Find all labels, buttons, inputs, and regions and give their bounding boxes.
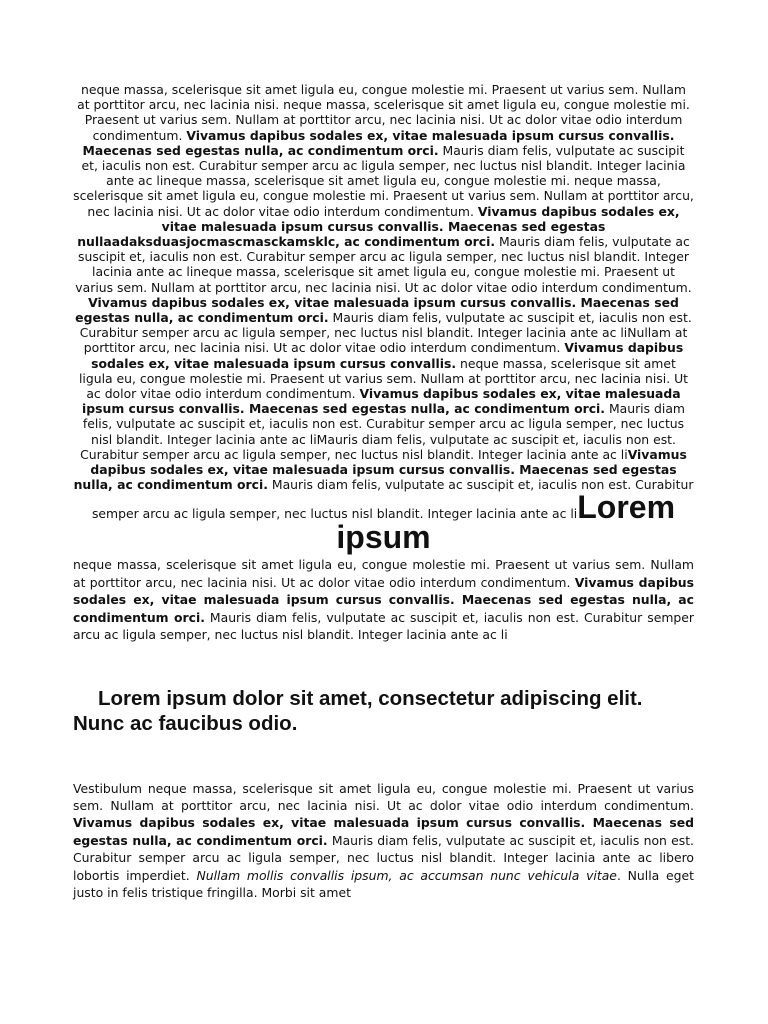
text-run: Vivamus dapibus sodales ex, vitae malesuada ipsum cursus convallis. Maecenas sed egestas nulla, ac condimentum orci. xyxy=(75,294,679,326)
centered-paragraph xyxy=(73,82,694,556)
text-run: Mauris diam felis, vulputate ac suscipit et, iaculis non est. Curabitur semper arcu ac ligula semper, nec luctus nisl blandit. Integer lacinia ante ac libero lobortis imperdiet. xyxy=(73,832,694,883)
text-run: Vivamus dapibus sodales ex, vitae malesuada ipsum cursus convallis. Maecenas sed egestas nulla, ac condimentum orci. xyxy=(73,574,695,625)
document-page xyxy=(73,82,694,901)
text-run: Vivamus dapibus sodales ex, vitae malesuada ipsum cursus convallis. xyxy=(91,340,684,371)
text-run: Vivamus dapibus sodales ex, vitae malesuada ipsum cursus convallis. Maecenas sed egestas nulla, ac condimentum orci. xyxy=(82,386,681,417)
text-run: Mauris diam felis, vulputate ac suscipit et, iaculis non est. Curabitur semper arcu ac ligula semper, nec luctus nisl blandit. Integer lacinia ante ac li xyxy=(91,477,694,522)
justified-paragraph-2 xyxy=(73,780,694,902)
text-run: . Nulla eget justo in felis tristique fringilla. Morbi sit amet xyxy=(73,867,694,900)
text-run: Vivamus dapibus sodales ex, vitae malesuada ipsum cursus convallis. Maecenas sed egestas nullaadaksduasjocmascmasckamsklc, ac condimentum orci. xyxy=(77,203,680,250)
justified-paragraph-1 xyxy=(73,556,694,643)
text-run: neque massa, scelerisque sit amet ligula eu, congue molestie mi. Praesent ut varius sem. Nullam at porttitor arcu, nec lacinia nisi. Ut ac dolor vitae odio interdum condimentum. xyxy=(73,557,694,590)
inline-large-title: Lorem ipsum xyxy=(336,489,676,556)
text-run: Vivamus dapibus sodales ex, vitae malesuada ipsum cursus convallis. Maecenas sed egestas nulla, ac condimentum orci. xyxy=(82,127,675,158)
text-run: Vivamus dapibus sodales ex, vitae malesuada ipsum cursus convallis. Maecenas sed egestas nulla, ac condimentum orci. xyxy=(73,815,694,848)
text-run: Mauris diam felis, vulputate ac suscipit et, iaculis non est. Curabitur semper arcu ac ligula semper, nec luctus nisl blandit. Integer lacinia ante ac lineque massa, scelerisque sit amet ligula eu, congue molestie mi. neque massa, scelerisque sit amet ligula eu, congue molestie mi. Praesent ut varius sem. Nullam at porttitor arcu, nec lacinia nisi. Ut ac dolor vitae odio interdum condimentum. xyxy=(73,142,694,219)
section-heading: Lorem ipsum dolor sit amet, consectetur adipiscing elit. Nunc ac faucibus odio. xyxy=(73,686,643,735)
text-run: Vestibulum neque massa, scelerisque sit amet ligula eu, congue molestie mi. Praesent ut varius sem. Nullam at porttitor arcu, nec lacinia nisi. Ut ac dolor vitae odio interdum condimentum. xyxy=(73,780,694,813)
text-run: Nullam mollis convallis ipsum, ac accumsan nunc vehicula vitae xyxy=(196,867,617,883)
text-run: Vivamus dapibus sodales ex, vitae malesuada ipsum cursus convallis. Maecenas sed egestas nulla, ac condimentum orci. xyxy=(73,446,687,493)
text-run: Mauris diam felis, vulputate ac suscipit et, iaculis non est. Curabitur semper arcu ac ligula semper, nec luctus nisl blandit. Integer lacinia ante ac liMauris diam felis, vulputate ac suscipit et, iaculis non est. Curabitur semper arcu ac ligula semper, nec luctus nisl blandit. Integer lacinia ante ac li xyxy=(80,401,685,462)
text-run: Mauris diam felis, vulputate ac suscipit et, iaculis non est. Curabitur semper arcu ac ligula semper, nec luctus nisl blandit. Integer lacinia ante ac liNullam at porttitor arcu, nec lacinia nisi. Ut ac dolor vitae odio interdum condimentum. xyxy=(79,310,692,356)
text-run: Mauris diam felis, vulputate ac suscipit et, iaculis non est. Curabitur semper arcu ac ligula semper, nec luctus nisl blandit. Integer lacinia ante ac lineque massa, scelerisque sit amet ligula eu, congue molestie mi. Praesent ut varius sem. Nullam at porttitor arcu, nec lacinia nisi. Ut ac dolor vitae odio interdum condimentum. xyxy=(75,234,692,295)
text-run: neque massa, scelerisque sit amet ligula eu, congue molestie mi. Praesent ut varius sem. Nullam at porttitor arcu, nec lacinia nisi. neque massa, scelerisque sit amet ligula eu, congue molestie mi. Praesent ut varius sem. Nullam at porttitor arcu, nec lacinia nisi. Ut ac dolor vitae odio interdum condimentum. xyxy=(77,82,690,143)
text-run: neque massa, scelerisque sit amet ligula eu, congue molestie mi. Praesent ut varius sem. Nullam at porttitor arcu, nec lacinia nisi. Ut ac dolor vitae odio interdum condimentum. xyxy=(78,355,689,402)
text-run: Mauris diam felis, vulputate ac suscipit et, iaculis non est. Curabitur semper arcu ac ligula semper, nec luctus nisl blandit. Integer lacinia ante ac li xyxy=(73,609,694,643)
